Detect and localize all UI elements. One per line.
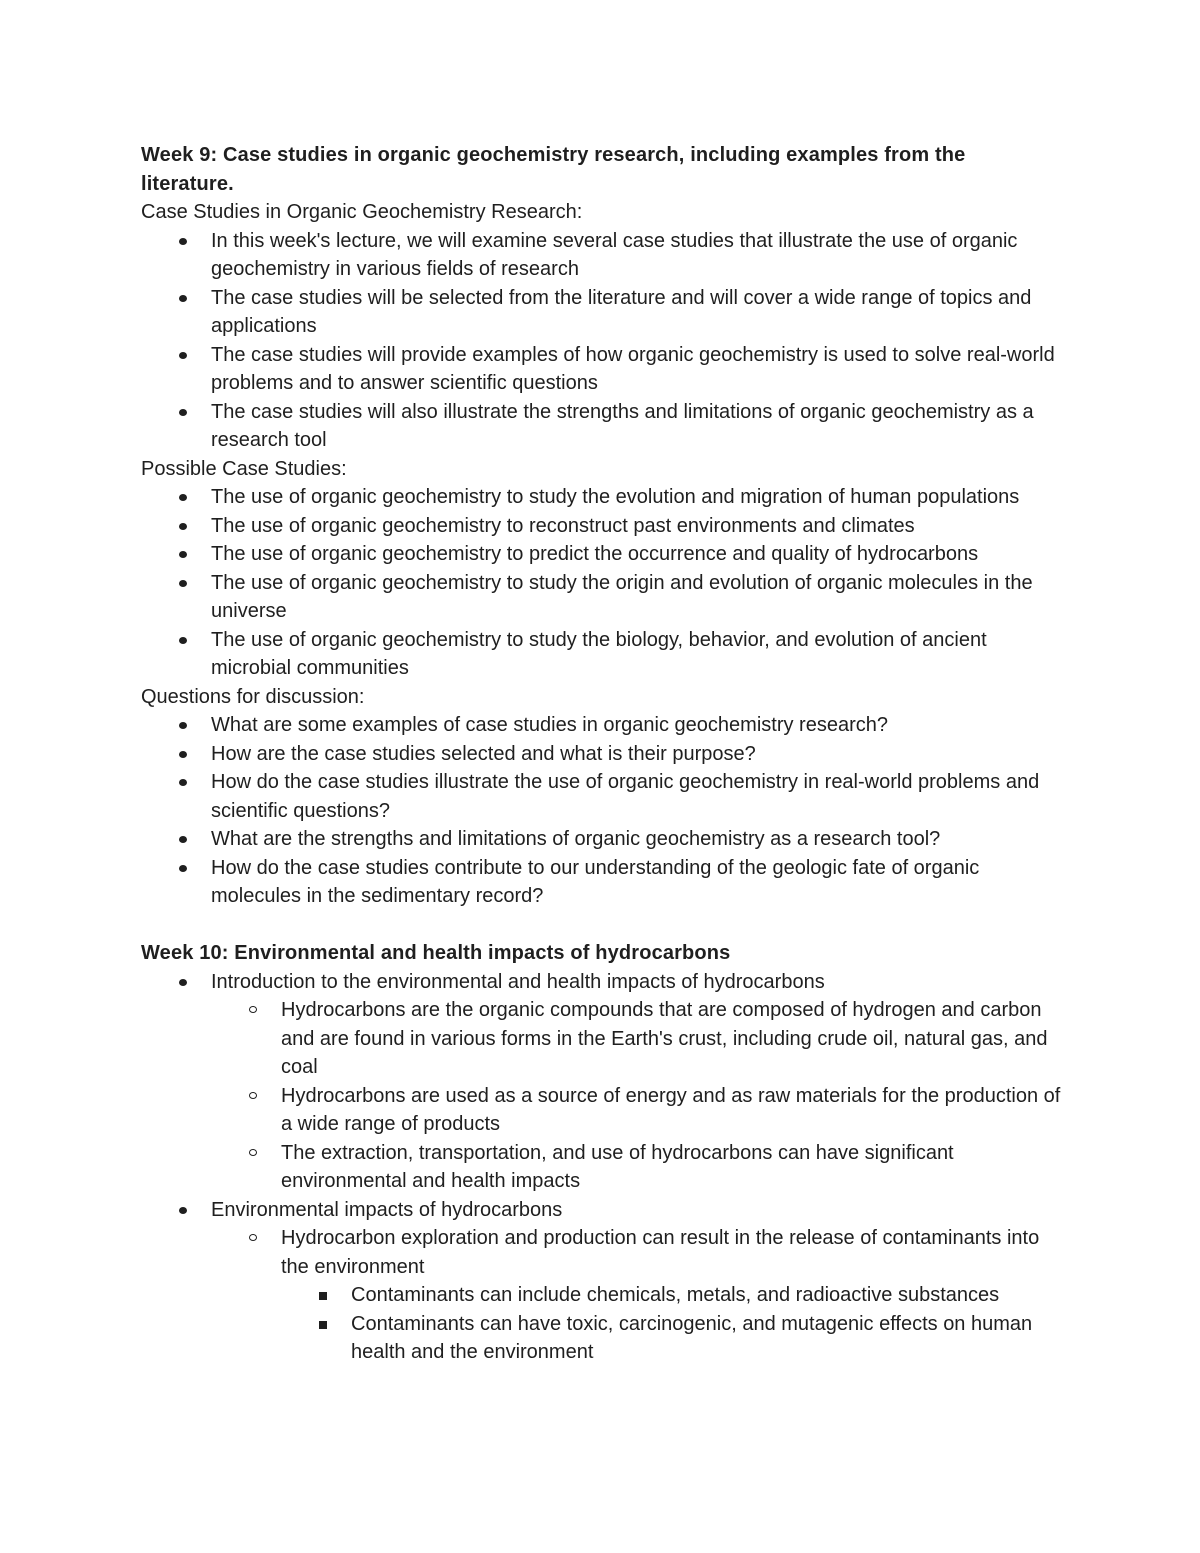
list-item: What are some examples of case studies in organic geochemistry research? (141, 711, 1061, 740)
week10-heading: Week 10: Environmental and health impacts of hydrocarbons (141, 942, 731, 964)
list-item: Contaminants can have toxic, carcinogenic, and mutagenic effects on human health and the environment (281, 1310, 1061, 1367)
case-studies-label: Case Studies in Organic Geochemistry Research: (141, 201, 583, 223)
week10-list (141, 968, 1061, 1367)
list-item: The use of organic geochemistry to study the evolution and migration of human populations (141, 483, 1061, 512)
bullet-square-icon (319, 1321, 327, 1329)
list-item: How do the case studies illustrate the use of organic geochemistry in real-world problems and scientific questions? (141, 768, 1061, 825)
list-item: The use of organic geochemistry to study the biology, behavior, and evolution of ancient microbial communities (141, 626, 1061, 683)
bullet-dot-icon (179, 551, 187, 558)
list-item: The case studies will be selected from the literature and will cover a wide range of topics and applications (141, 284, 1061, 341)
list-item: Contaminants can include chemicals, metals, and radioactive substances (281, 1281, 1061, 1310)
bullet-dot-icon (179, 979, 187, 986)
bullet-dot-icon (179, 779, 187, 786)
document-page (141, 141, 1061, 1367)
possible-case-studies-label: Possible Case Studies: (141, 457, 347, 480)
questions-list (141, 711, 1061, 911)
week9-heading: Week 9: Case studies in organic geochemistry research, including examples from the literature. (141, 144, 966, 195)
list-item: The use of organic geochemistry to reconstruct past environments and climates (141, 512, 1061, 541)
bullet-dot-icon (179, 580, 187, 587)
bullet-dot-icon (179, 722, 187, 729)
env-sublist (211, 1224, 1061, 1367)
list-item: The case studies will provide examples of how organic geochemistry is used to solve real-world problems and to answer scientific questions (141, 341, 1061, 398)
bullet-circle-icon (249, 1006, 257, 1013)
list-item: The use of organic geochemistry to study the origin and evolution of organic molecules in the universe (141, 569, 1061, 626)
bullet-circle-icon (249, 1234, 257, 1241)
list-item: The use of organic geochemistry to predict the occurrence and quality of hydrocarbons (141, 540, 1061, 569)
list-item: Introduction to the environmental and health impacts of hydrocarbons Hydrocarbons are the organic compounds that are composed of hydrogen and carbon and are found in various forms in the Earth's crust, including crude oil, natural gas, and coal Hydrocarbons are used as a source of energy and as raw materials for the production of a wide range of products The extraction, transportation, and use of hydrocarbons can have significant environmental and health impacts (141, 968, 1061, 1196)
bullet-dot-icon (179, 1207, 187, 1214)
bullet-dot-icon (179, 295, 187, 302)
list-item: Environmental impacts of hydrocarbons Hydrocarbon exploration and production can result in the release of contaminants into the environment Contaminants can include chemicals, metals, and radioactive substances Contaminants can have toxic, carcinogenic, and mutagenic effects on human health and the environment (141, 1196, 1061, 1367)
bullet-dot-icon (179, 751, 187, 758)
bullet-dot-icon (179, 637, 187, 644)
list-item: The case studies will also illustrate the strengths and limitations of organic geochemistry as a research tool (141, 398, 1061, 455)
bullet-dot-icon (179, 523, 187, 530)
bullet-dot-icon (179, 238, 187, 245)
bullet-dot-icon (179, 352, 187, 359)
list-item: Hydrocarbons are used as a source of energy and as raw materials for the production of a wide range of products (211, 1082, 1061, 1139)
intro-sublist (211, 996, 1061, 1196)
bullet-dot-icon (179, 494, 187, 501)
list-item: Hydrocarbon exploration and production can result in the release of contaminants into the environment Contaminants can include chemicals, metals, and radioactive substances Contaminants can have toxic, carcinogenic, and mutagenic effects on human health and the environment (211, 1224, 1061, 1367)
list-item: In this week's lecture, we will examine several case studies that illustrate the use of organic geochemistry in various fields of research (141, 227, 1061, 284)
possible-case-studies-list (141, 483, 1061, 683)
bullet-circle-icon (249, 1092, 257, 1099)
list-item: Hydrocarbons are the organic compounds that are composed of hydrogen and carbon and are found in various forms in the Earth's crust, including crude oil, natural gas, and coal (211, 996, 1061, 1082)
list-item: How are the case studies selected and what is their purpose? (141, 740, 1061, 769)
bullet-square-icon (319, 1292, 327, 1300)
questions-label: Questions for discussion: (141, 685, 365, 708)
case-studies-list (141, 227, 1061, 455)
list-item: What are the strengths and limitations of organic geochemistry as a research tool? (141, 825, 1061, 854)
bullet-dot-icon (179, 836, 187, 843)
bullet-circle-icon (249, 1149, 257, 1156)
list-item: How do the case studies contribute to our understanding of the geologic fate of organic molecules in the sedimentary record? (141, 854, 1061, 911)
contaminants-sublist (281, 1281, 1061, 1367)
bullet-dot-icon (179, 865, 187, 872)
list-item: The extraction, transportation, and use of hydrocarbons can have significant environmental and health impacts (211, 1139, 1061, 1196)
section-spacer (141, 911, 1061, 940)
bullet-dot-icon (179, 409, 187, 416)
